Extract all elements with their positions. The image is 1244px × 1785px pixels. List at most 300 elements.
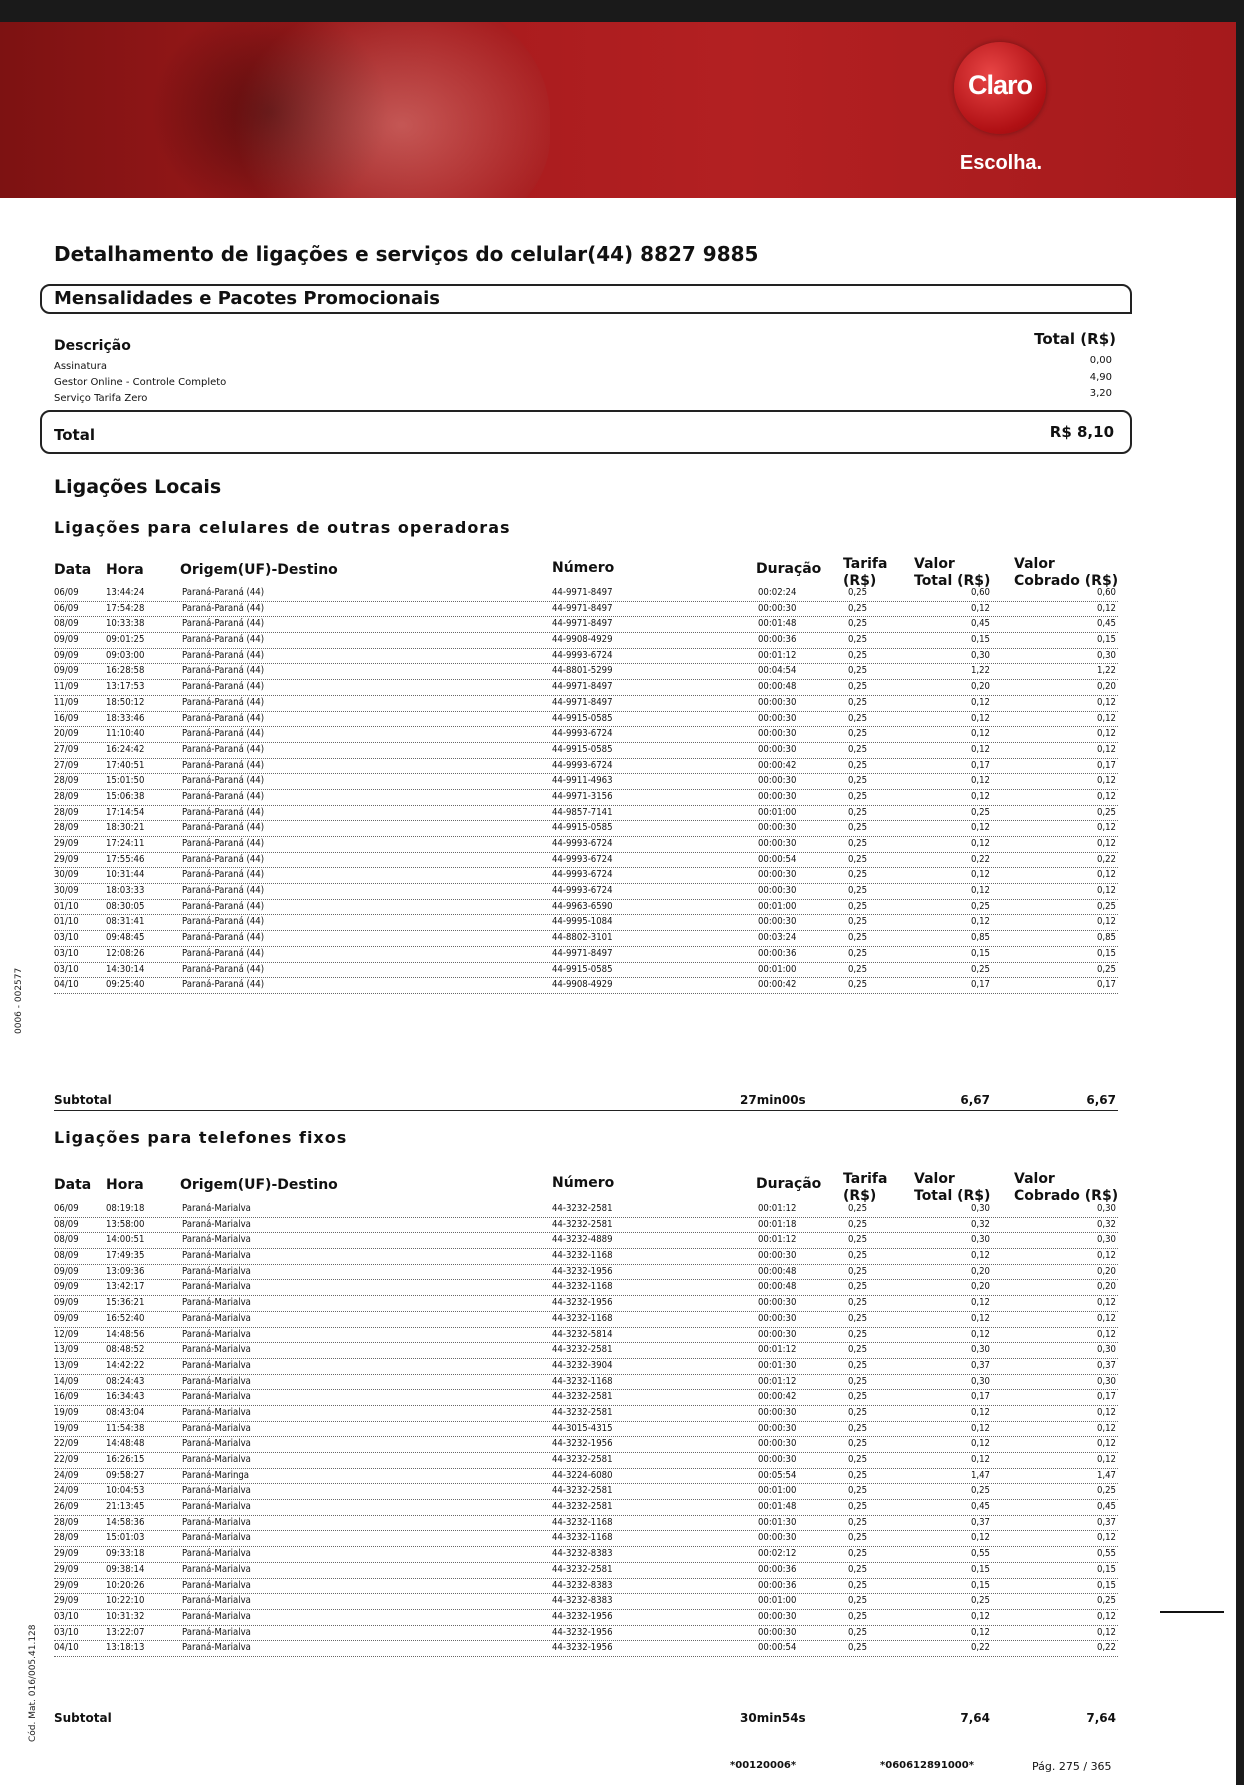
cell-numero: 44-9915-0585: [552, 743, 613, 755]
cell-origem: Paraná-Marialva: [182, 1485, 251, 1497]
cell-hora: 13:18:13: [106, 1642, 145, 1654]
cell-hora: 09:33:18: [106, 1548, 145, 1560]
cell-valor-total: 0,12: [970, 1454, 990, 1465]
cell-valor-cobrado: 1,22: [1096, 665, 1116, 677]
cell-duracao: 00:00:30: [758, 743, 797, 755]
cell-data: 16/09: [54, 1391, 79, 1403]
col-tarifa: [843, 556, 887, 590]
cell-valor-cobrado: 0,12: [1096, 1454, 1116, 1465]
cell-hora: 08:19:18: [106, 1203, 145, 1214]
cell-valor-cobrado: 0,22: [1096, 853, 1116, 865]
total-heading: Total (R$): [1034, 330, 1116, 348]
total-label: Total: [54, 426, 95, 444]
table-row: [54, 931, 1118, 947]
cell-data: 09/09: [54, 1281, 79, 1293]
cell-valor-total: 0,30: [970, 1344, 990, 1356]
cell-hora: 11:10:40: [106, 728, 145, 740]
cell-origem: Paraná-Paraná (44): [182, 947, 265, 959]
cell-numero: 44-9993-6724: [552, 759, 613, 771]
cell-hora: 16:52:40: [106, 1312, 145, 1324]
fee-description: Assinatura: [54, 361, 108, 372]
cell-duracao: 00:01:18: [758, 1218, 797, 1230]
cell-origem: Paraná-Paraná (44): [182, 696, 265, 708]
cell-tarifa: 0,25: [848, 743, 868, 755]
cell-data: 27/09: [54, 743, 79, 755]
table-row: [54, 696, 1118, 712]
cell-duracao: 00:00:30: [758, 1406, 797, 1418]
table-row: [54, 680, 1118, 696]
cell-hora: 17:14:54: [106, 806, 145, 818]
cell-data: 11/09: [54, 681, 79, 693]
cell-valor-cobrado: 0,17: [1096, 979, 1116, 991]
cell-numero: 44-9971-8497: [552, 947, 613, 959]
cell-tarifa: 0,25: [848, 1563, 868, 1575]
cell-duracao: 00:00:30: [758, 916, 797, 928]
cell-valor-cobrado: 0,12: [1096, 728, 1116, 740]
cell-data: 27/09: [54, 759, 79, 771]
cell-origem: Paraná-Paraná (44): [182, 869, 265, 881]
cell-data: 01/10: [54, 916, 79, 928]
col-tarifa-line2: (R$): [843, 1188, 877, 1204]
cell-valor-total: 0,12: [970, 1328, 990, 1340]
cell-data: 01/10: [54, 900, 79, 912]
cell-data: 09/09: [54, 634, 79, 646]
cell-origem: Paraná-Paraná (44): [182, 979, 265, 991]
cell-tarifa: 0,25: [848, 1312, 868, 1324]
subtotal-label: Subtotal: [54, 1093, 112, 1107]
cell-data: 08/09: [54, 618, 79, 630]
cell-hora: 10:31:32: [106, 1610, 145, 1622]
cell-tarifa: 0,25: [848, 1406, 868, 1418]
col-vc-line2: Cobrado (R$): [1014, 573, 1119, 589]
cell-hora: 18:03:33: [106, 885, 145, 897]
cell-data: 16/09: [54, 712, 79, 724]
cell-numero: 44-3015-4315: [552, 1422, 613, 1434]
table-row: [54, 649, 1118, 665]
table-row: [54, 1390, 1118, 1406]
cell-numero: 44-3232-8383: [552, 1548, 613, 1560]
cell-tarifa: 0,25: [848, 1501, 868, 1513]
cell-origem: Paraná-Marialva: [182, 1548, 251, 1560]
cell-duracao: 00:00:30: [758, 822, 797, 834]
cell-hora: 10:31:44: [106, 869, 145, 881]
cell-origem: Paraná-Paraná (44): [182, 681, 265, 693]
cell-hora: 08:43:04: [106, 1406, 145, 1418]
cell-duracao: 00:00:36: [758, 634, 797, 646]
cell-hora: 16:28:58: [106, 665, 145, 677]
cell-valor-total: 0,22: [970, 1642, 990, 1654]
table-row: [54, 633, 1118, 649]
cell-valor-cobrado: 0,45: [1096, 618, 1116, 630]
cell-origem: Paraná-Marialva: [182, 1328, 251, 1340]
col-origem: Origem(UF)-Destino: [180, 1177, 338, 1193]
celulares-subtotal: [54, 1092, 1118, 1111]
cell-numero: 44-3232-2581: [552, 1203, 613, 1214]
cell-origem: Paraná-Marialva: [182, 1438, 251, 1450]
cell-valor-cobrado: 0,25: [1096, 900, 1116, 912]
fee-description: Serviço Tarifa Zero: [54, 393, 148, 404]
cell-hora: 09:58:27: [106, 1469, 145, 1481]
cell-valor-total: 0,12: [970, 743, 990, 755]
cell-valor-total: 0,15: [970, 1579, 990, 1591]
cell-hora: 13:58:00: [106, 1218, 145, 1230]
table-row: [54, 900, 1118, 916]
cell-hora: 16:24:42: [106, 743, 145, 755]
cell-valor-cobrado: 0,30: [1096, 1203, 1116, 1214]
cell-valor-total: 0,17: [970, 759, 990, 771]
cell-valor-total: 0,12: [970, 838, 990, 849]
cell-tarifa: 0,25: [848, 1375, 868, 1387]
side-code-top: 0006 - 002577: [14, 967, 24, 1034]
cell-duracao: 00:00:48: [758, 1281, 797, 1293]
col-duracao: Duração: [756, 561, 822, 577]
cell-data: 22/09: [54, 1438, 79, 1450]
mensalidades-header: Mensalidades e Pacotes Promocionais: [54, 288, 441, 309]
cell-valor-cobrado: 0,15: [1096, 634, 1116, 646]
cell-duracao: 00:00:36: [758, 1579, 797, 1591]
cell-duracao: 00:00:42: [758, 979, 797, 991]
cell-tarifa: 0,25: [848, 1422, 868, 1434]
page-total: 365: [1090, 1760, 1112, 1773]
header-banner: [0, 22, 1236, 198]
table-row: [54, 1249, 1118, 1265]
cell-origem: Paraná-Paraná (44): [182, 885, 265, 897]
cell-hora: 11:54:38: [106, 1422, 145, 1434]
cell-origem: Paraná-Marialva: [182, 1501, 251, 1513]
col-hora: Hora: [106, 1177, 144, 1193]
cell-duracao: 00:00:30: [758, 775, 797, 787]
cell-valor-total: 0,20: [970, 681, 990, 693]
section-title-locais: Ligações Locais: [54, 476, 222, 498]
cell-valor-total: 0,12: [970, 885, 990, 897]
cell-numero: 44-8801-5299: [552, 665, 613, 677]
cell-valor-cobrado: 0,12: [1096, 1406, 1116, 1418]
cell-hora: 12:08:26: [106, 947, 145, 959]
cell-valor-cobrado: 0,12: [1096, 1312, 1116, 1324]
cell-valor-cobrado: 0,25: [1096, 1485, 1116, 1497]
table-row: [54, 915, 1118, 931]
cell-valor-cobrado: 0,37: [1096, 1359, 1116, 1371]
table-row: [54, 1469, 1118, 1485]
cell-valor-cobrado: 0,15: [1096, 1563, 1116, 1575]
cell-valor-total: 0,25: [970, 963, 990, 975]
cell-data: 11/09: [54, 696, 79, 708]
table-row: [54, 1594, 1118, 1610]
cell-duracao: 00:00:36: [758, 1563, 797, 1575]
cell-hora: 16:34:43: [106, 1391, 145, 1403]
cell-numero: 44-3224-6080: [552, 1469, 613, 1481]
cell-duracao: 00:00:30: [758, 1610, 797, 1622]
cell-tarifa: 0,25: [848, 1297, 868, 1309]
cell-valor-cobrado: 0,20: [1096, 1265, 1116, 1277]
cell-duracao: 00:00:30: [758, 869, 797, 881]
table-row: [54, 743, 1118, 759]
table-row: [54, 1547, 1118, 1563]
cell-numero: 44-3232-1168: [552, 1532, 613, 1544]
cell-valor-cobrado: 0,55: [1096, 1548, 1116, 1560]
cell-valor-total: 0,30: [970, 649, 990, 661]
cell-hora: 10:20:26: [106, 1579, 145, 1591]
cell-tarifa: 0,25: [848, 885, 868, 897]
cell-hora: 09:01:25: [106, 634, 145, 646]
cell-tarifa: 0,25: [848, 869, 868, 881]
cell-numero: 44-3232-1956: [552, 1438, 613, 1450]
cell-numero: 44-3232-1956: [552, 1610, 613, 1622]
col-tarifa: [843, 1171, 887, 1205]
cell-valor-total: 0,12: [970, 1297, 990, 1309]
subtotal-duration: 30min54s: [740, 1711, 806, 1725]
cell-numero: 44-9915-0585: [552, 712, 613, 724]
table-row: [54, 1280, 1118, 1296]
invoice-page: [0, 22, 1236, 1785]
cell-hora: 17:49:35: [106, 1250, 145, 1262]
col-valor-cobrado: [1014, 1171, 1118, 1205]
cell-valor-cobrado: 0,20: [1096, 681, 1116, 693]
cell-origem: Paraná-Paraná (44): [182, 853, 265, 865]
cell-data: 03/10: [54, 1626, 79, 1638]
table-row: [54, 712, 1118, 728]
cell-valor-total: 0,12: [970, 775, 990, 787]
table-row: [54, 1516, 1118, 1532]
cell-numero: 44-9995-1084: [552, 916, 613, 928]
page-number: [1032, 1760, 1112, 1773]
cell-duracao: 00:00:36: [758, 947, 797, 959]
cell-duracao: 00:00:30: [758, 712, 797, 724]
cell-valor-cobrado: 0,12: [1096, 1438, 1116, 1450]
cell-valor-cobrado: 0,32: [1096, 1218, 1116, 1230]
cell-data: 29/09: [54, 1579, 79, 1591]
cell-data: 29/09: [54, 1548, 79, 1560]
cell-numero: 44-3232-1168: [552, 1312, 613, 1324]
cell-data: 28/09: [54, 775, 79, 787]
cell-data: 30/09: [54, 885, 79, 897]
cell-tarifa: 0,25: [848, 602, 868, 614]
cell-valor-cobrado: 0,15: [1096, 947, 1116, 959]
cell-origem: Paraná-Marialva: [182, 1375, 251, 1387]
cell-tarifa: 0,25: [848, 822, 868, 834]
cell-valor-total: 0,20: [970, 1281, 990, 1293]
cell-duracao: 00:00:30: [758, 1422, 797, 1434]
cell-duracao: 00:00:54: [758, 1642, 797, 1654]
cell-valor-cobrado: 0,12: [1096, 790, 1116, 802]
table-row: [54, 1328, 1118, 1344]
cell-valor-cobrado: 0,12: [1096, 1422, 1116, 1434]
cell-origem: Paraná-Marialva: [182, 1234, 251, 1246]
cell-hora: 15:06:38: [106, 790, 145, 802]
cell-valor-total: 0,12: [970, 1532, 990, 1544]
cell-tarifa: 0,25: [848, 1203, 868, 1214]
cell-numero: 44-3232-2581: [552, 1563, 613, 1575]
cell-origem: Paraná-Marialva: [182, 1203, 251, 1214]
cell-origem: Paraná-Marialva: [182, 1281, 251, 1293]
cell-duracao: 00:00:54: [758, 853, 797, 865]
cell-numero: 44-9993-6724: [552, 728, 613, 740]
cell-hora: 08:24:43: [106, 1375, 145, 1387]
cell-origem: Paraná-Paraná (44): [182, 602, 265, 614]
cell-origem: Paraná-Paraná (44): [182, 743, 265, 755]
cell-valor-cobrado: 0,12: [1096, 1250, 1116, 1262]
cell-data: 13/09: [54, 1359, 79, 1371]
cell-duracao: 00:01:12: [758, 1375, 797, 1387]
cell-numero: 44-3232-1956: [552, 1626, 613, 1638]
subtotal-valor-cobrado: 6,67: [1086, 1093, 1116, 1107]
cell-data: 28/09: [54, 790, 79, 802]
cell-tarifa: 0,25: [848, 712, 868, 724]
cell-hora: 21:13:45: [106, 1501, 145, 1513]
cell-tarifa: 0,25: [848, 1328, 868, 1340]
cell-origem: Paraná-Marialva: [182, 1344, 251, 1356]
table-row: [54, 1359, 1118, 1375]
cell-tarifa: 0,25: [848, 587, 868, 598]
cell-duracao: 00:03:24: [758, 932, 797, 944]
cell-valor-total: 0,12: [970, 822, 990, 834]
cell-valor-total: 0,15: [970, 634, 990, 646]
cell-numero: 44-3232-1956: [552, 1297, 613, 1309]
cell-valor-cobrado: 0,30: [1096, 649, 1116, 661]
cell-numero: 44-9993-6724: [552, 885, 613, 897]
col-duracao: Duração: [756, 1176, 822, 1192]
col-origem: Origem(UF)-Destino: [180, 562, 338, 578]
cell-tarifa: 0,25: [848, 1485, 868, 1497]
cell-numero: 44-3232-2581: [552, 1454, 613, 1465]
table-row: [54, 1610, 1118, 1626]
cell-duracao: 00:01:12: [758, 1203, 797, 1214]
col-numero: Número: [552, 1175, 615, 1191]
cell-valor-total: 0,45: [970, 1501, 990, 1513]
cell-numero: 44-9993-6724: [552, 853, 613, 865]
cell-valor-cobrado: 0,12: [1096, 775, 1116, 787]
cell-numero: 44-3232-1168: [552, 1281, 613, 1293]
col-vt-line2: Total (R$): [914, 573, 991, 589]
cell-origem: Paraná-Paraná (44): [182, 665, 265, 677]
subtotal-label: Subtotal: [54, 1711, 112, 1725]
col-valor-cobrado: [1014, 556, 1118, 590]
footer-code-2: *060612891000*: [880, 1760, 974, 1771]
cell-duracao: 00:00:30: [758, 1532, 797, 1544]
cell-tarifa: 0,25: [848, 1218, 868, 1230]
cell-data: 29/09: [54, 853, 79, 865]
cell-numero: 44-9971-3156: [552, 790, 613, 802]
cell-data: 09/09: [54, 1265, 79, 1277]
cell-data: 06/09: [54, 587, 79, 598]
cell-hora: 15:01:03: [106, 1532, 145, 1544]
cell-data: 29/09: [54, 1563, 79, 1575]
table-row: [54, 1579, 1118, 1595]
table-row: [54, 1265, 1118, 1281]
cell-valor-total: 0,30: [970, 1375, 990, 1387]
col-vc-line1: Valor: [1014, 556, 1055, 572]
cell-hora: 15:36:21: [106, 1297, 145, 1309]
cell-duracao: 00:00:30: [758, 728, 797, 740]
cell-numero: 44-3232-1168: [552, 1516, 613, 1528]
cell-duracao: 00:01:00: [758, 963, 797, 975]
cell-hora: 08:30:05: [106, 900, 145, 912]
cell-tarifa: 0,25: [848, 1438, 868, 1450]
cell-valor-total: 0,22: [970, 853, 990, 865]
cell-numero: 44-9971-8497: [552, 587, 613, 598]
table-row: [54, 774, 1118, 790]
cell-hora: 14:42:22: [106, 1359, 145, 1371]
cell-hora: 17:54:28: [106, 602, 145, 614]
cell-hora: 14:48:48: [106, 1438, 145, 1450]
cell-tarifa: 0,25: [848, 649, 868, 661]
cell-valor-total: 0,12: [970, 1250, 990, 1262]
cell-origem: Paraná-Marialva: [182, 1312, 251, 1324]
cell-numero: 44-9971-8497: [552, 681, 613, 693]
cell-valor-cobrado: 0,12: [1096, 1328, 1116, 1340]
cell-valor-cobrado: 1,47: [1096, 1469, 1116, 1481]
table-row: [54, 1312, 1118, 1328]
table-row: [54, 586, 1118, 602]
cell-numero: 44-9963-6590: [552, 900, 613, 912]
cell-duracao: 00:01:48: [758, 1501, 797, 1513]
cell-hora: 13:17:53: [106, 681, 145, 693]
cell-valor-total: 0,12: [970, 1406, 990, 1418]
claro-logo: [954, 42, 1046, 134]
cell-data: 12/09: [54, 1328, 79, 1340]
fixos-subtotal: [54, 1710, 1118, 1728]
cell-hora: 14:00:51: [106, 1234, 145, 1246]
cell-numero: 44-3232-1956: [552, 1642, 613, 1654]
cell-origem: Paraná-Paraná (44): [182, 587, 265, 598]
cell-tarifa: 0,25: [848, 790, 868, 802]
cell-data: 30/09: [54, 869, 79, 881]
cell-tarifa: 0,25: [848, 979, 868, 991]
cell-hora: 16:26:15: [106, 1454, 145, 1465]
cell-hora: 09:03:00: [106, 649, 145, 661]
cell-tarifa: 0,25: [848, 963, 868, 975]
cell-hora: 08:48:52: [106, 1344, 145, 1356]
cell-duracao: 00:01:00: [758, 900, 797, 912]
cell-origem: Paraná-Marialva: [182, 1218, 251, 1230]
cell-numero: 44-3232-2581: [552, 1218, 613, 1230]
col-vc-line2: Cobrado (R$): [1014, 1188, 1119, 1204]
footer-code-1: *00120006*: [730, 1760, 797, 1771]
cell-tarifa: 0,25: [848, 759, 868, 771]
cell-data: 08/09: [54, 1234, 79, 1246]
cell-numero: 44-3232-8383: [552, 1579, 613, 1591]
cell-hora: 18:30:21: [106, 822, 145, 834]
col-hora: Hora: [106, 562, 144, 578]
cell-data: 08/09: [54, 1218, 79, 1230]
cell-data: 26/09: [54, 1501, 79, 1513]
cell-valor-cobrado: 0,12: [1096, 885, 1116, 897]
slogan: Escolha.: [959, 152, 1043, 174]
col-data: Data: [54, 562, 92, 578]
cell-tarifa: 0,25: [848, 1579, 868, 1591]
cell-tarifa: 0,25: [848, 696, 868, 708]
cell-duracao: 00:00:30: [758, 1438, 797, 1450]
table-row: [54, 1296, 1118, 1312]
cell-data: 04/10: [54, 979, 79, 991]
cell-duracao: 00:04:54: [758, 665, 797, 677]
cell-data: 24/09: [54, 1469, 79, 1481]
col-valor-total: [914, 556, 990, 590]
cell-data: 28/09: [54, 1532, 79, 1544]
fee-value: 0,00: [1089, 355, 1112, 366]
cell-data: 03/10: [54, 963, 79, 975]
cell-valor-cobrado: 0,12: [1096, 602, 1116, 614]
cell-tarifa: 0,25: [848, 806, 868, 818]
cell-duracao: 00:01:30: [758, 1516, 797, 1528]
cell-valor-total: 0,85: [970, 932, 990, 944]
cell-duracao: 00:00:30: [758, 1250, 797, 1262]
cell-duracao: 00:01:00: [758, 1595, 797, 1607]
cell-data: 28/09: [54, 1516, 79, 1528]
cell-valor-cobrado: 0,12: [1096, 696, 1116, 708]
cell-numero: 44-9971-8497: [552, 602, 613, 614]
cell-valor-total: 0,55: [970, 1548, 990, 1560]
